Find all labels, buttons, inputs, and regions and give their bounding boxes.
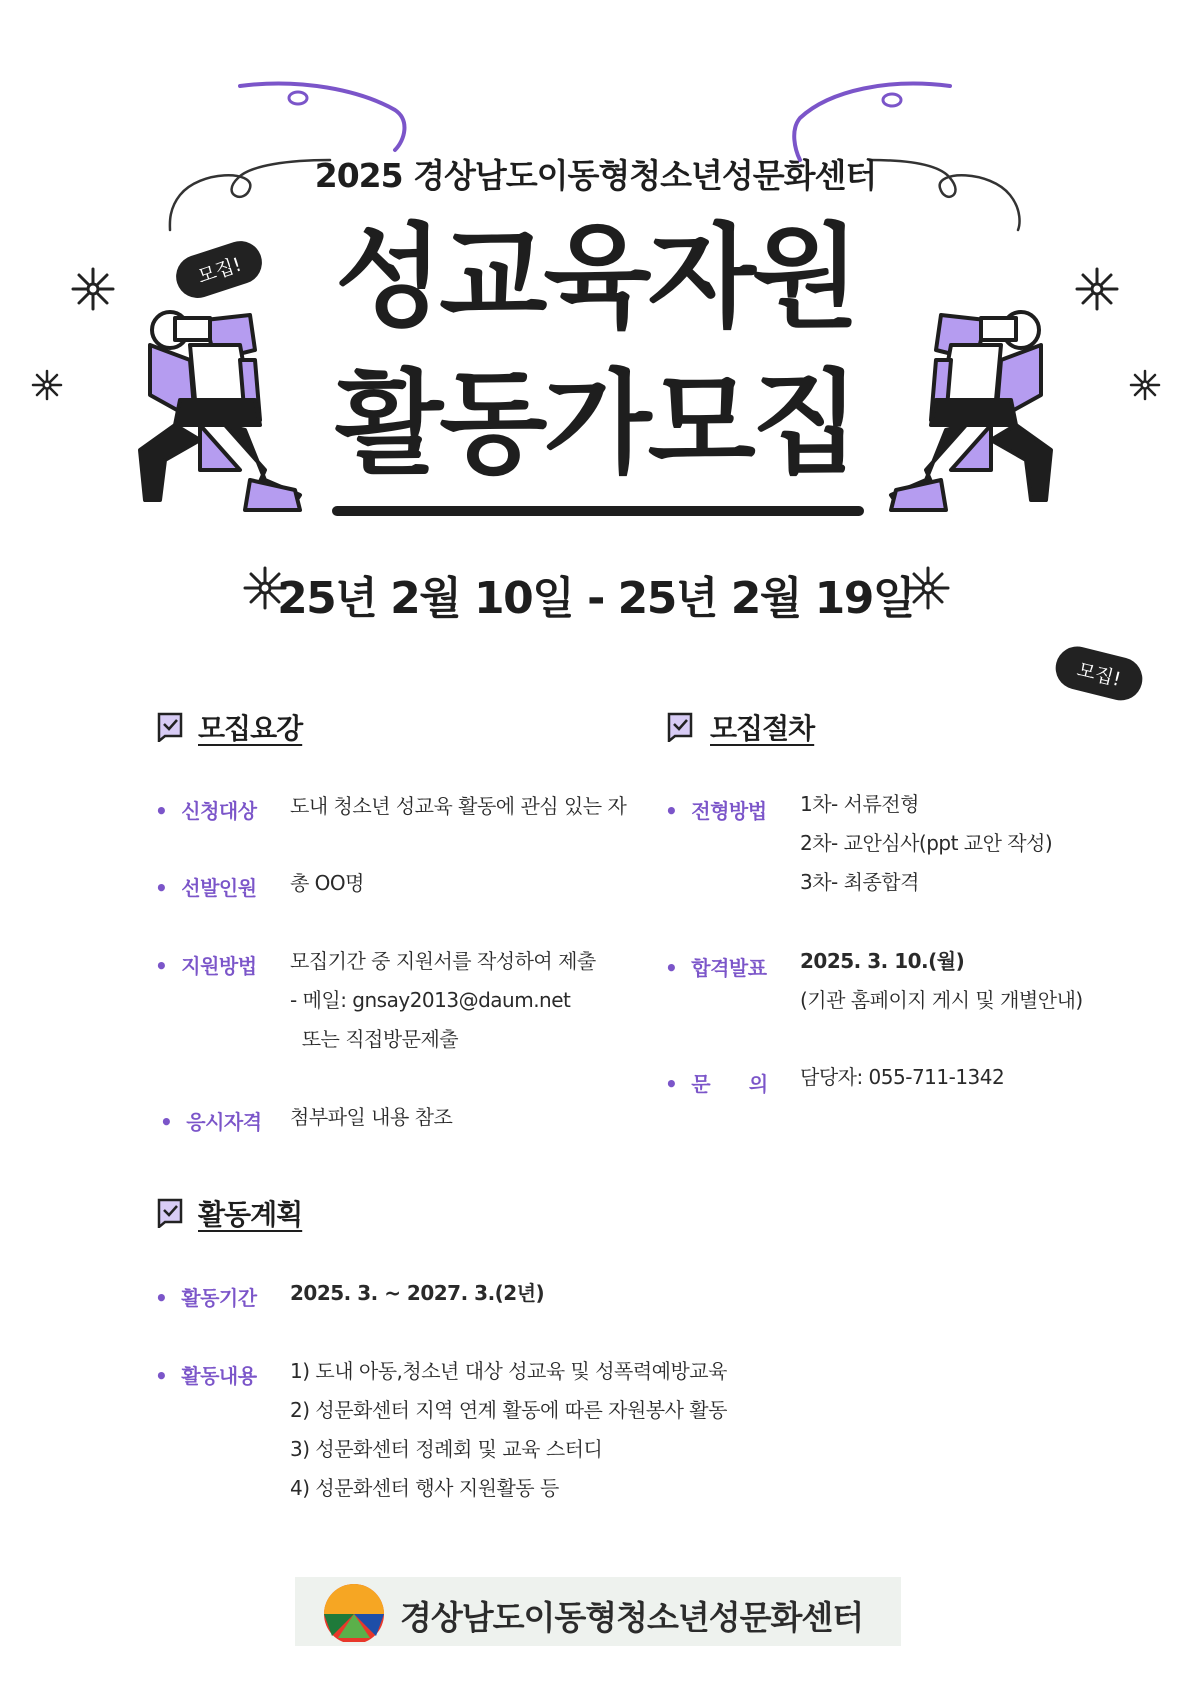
footer-org-name: 경상남도이동형청소년성문화센터	[400, 1598, 864, 1637]
title-underline	[332, 506, 864, 516]
header-org: 2025 경상남도이동형청소년성문화센터	[314, 156, 877, 195]
recruitment-dates: 25년 2월 10일 - 25년 2월 19일	[277, 573, 914, 624]
row-label: • 선발인원	[155, 872, 257, 901]
row-value: 1차- 서류전형 2차- 교안심사(ppt 교안 작성) 3차- 최종합격	[800, 792, 1053, 894]
checkbox-icon	[157, 712, 183, 742]
main-title-line2: 활동가모집	[335, 359, 856, 489]
row-value: 모집기간 중 지원서를 작성하여 제출 - 메일: gnsay2013@daum.net 또는 직접방문제출	[290, 949, 596, 1051]
row-label: • 활동내용	[155, 1360, 257, 1389]
section-title-plan: 활동계획	[198, 1198, 303, 1231]
row-value: 총 OO명	[290, 871, 364, 895]
sunrise-logo-icon	[318, 1580, 390, 1642]
row-label: • 지원방법	[155, 950, 257, 979]
row-label: • 문 의	[665, 1068, 768, 1097]
email-text: - 메일: gnsay2013@daum.net	[290, 988, 571, 1012]
recruit-badge-left: 모집!	[171, 235, 268, 303]
row-label: • 응시자격	[160, 1106, 262, 1135]
row-label: • 합격발표	[665, 952, 767, 981]
row-value: 첨부파일 내용 참조	[290, 1105, 453, 1129]
row-label: • 신청대상	[155, 795, 257, 824]
checkbox-icon	[667, 712, 693, 742]
row-value: 2025. 3. 10.(월) (기관 홈페이지 게시 및 개별안내)	[800, 949, 1083, 1012]
section-title-requirements: 모집요강	[198, 712, 303, 745]
recruit-badge-right: 모집!	[1051, 642, 1147, 705]
phone-text: 담당자: 055-711-1342	[800, 1065, 1005, 1089]
row-value: 도내 청소년 성교육 활동에 관심 있는 자	[290, 794, 627, 818]
row-value	[800, 1058, 1004, 1097]
row-value: 1) 도내 아동,청소년 대상 성교육 및 성폭력예방교육 2) 성문화센터 지역 연계 활동에 따른 자원봉사 활동 3) 성문화센터 정례회 및 교육 스터디 4) 성문화센터 행사 지원활동 등	[290, 1359, 727, 1500]
row-value: 2025. 3. ~ 2027. 3.(2년)	[290, 1281, 545, 1305]
main-title-line1: 성교육자원	[335, 213, 856, 343]
section-title-procedure: 모집절차	[710, 712, 815, 745]
row-label: • 활동기간	[155, 1282, 257, 1311]
checkbox-icon	[157, 1198, 183, 1228]
row-label: • 전형방법	[665, 795, 767, 824]
